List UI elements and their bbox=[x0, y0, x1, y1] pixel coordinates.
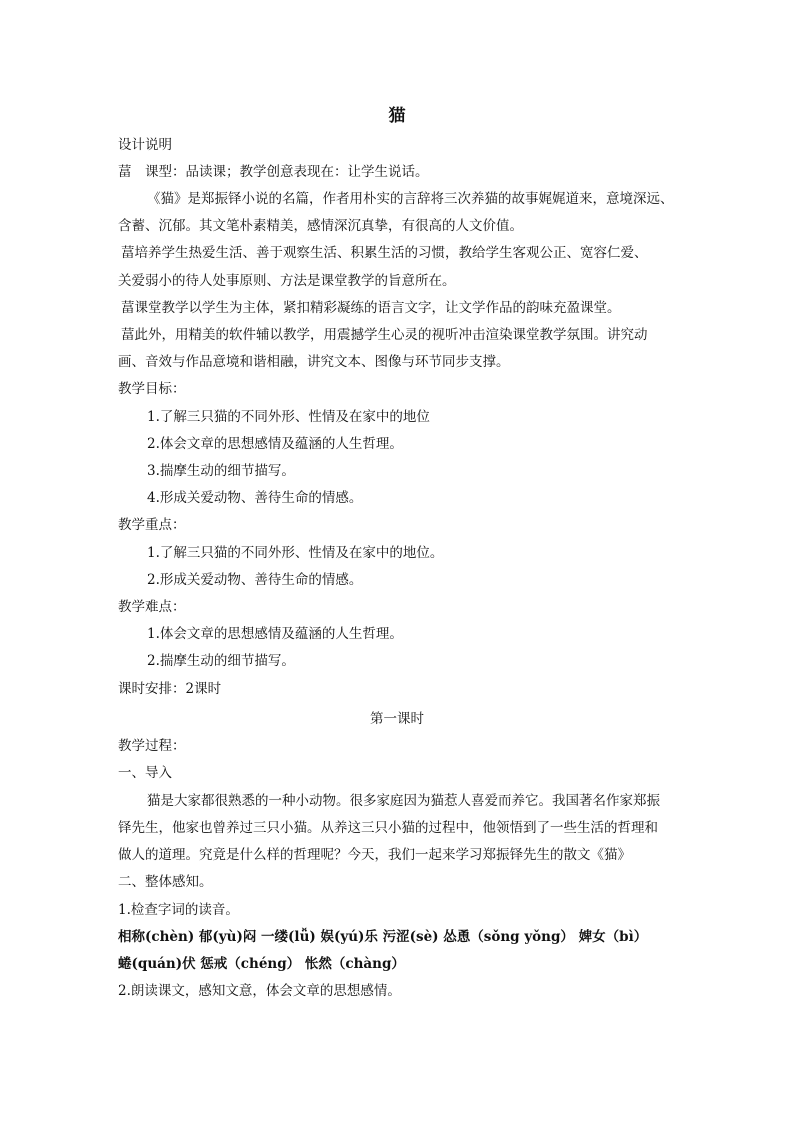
difficulty-item: 2.揣摩生动的细节描写。 bbox=[147, 653, 295, 669]
vocabulary-line-1: 相称(chèn) 郁(yù)闷 一缕(lǚ) 娱(yú)乐 污涩(sè) 怂恿（sǒng yǒng） 婢女（bì） bbox=[118, 929, 648, 945]
key-point-item: 1.了解三只猫的不同外形、性情及在家中的地位。 bbox=[147, 545, 444, 561]
goal-item: 2.体会文章的思想感情及蕴涵的人生哲理。 bbox=[147, 436, 403, 452]
intro-line-3: 做人的道理。究竟是什么样的哲理呢？今天，我们一起来学习郑振铎先生的散文《猫》 bbox=[118, 847, 631, 863]
intro-line-1: 猫是大家都很熟悉的一种小动物。很多家庭因为猫惹人喜爱而养它。我国著名作家郑振 bbox=[147, 793, 660, 809]
design-paragraph-1-line-2: 含蓄、沉郁。其文笔朴素精美，感情深沉真挚，有很高的人文价值。 bbox=[118, 218, 523, 234]
step-1: 1.检查字词的读音。 bbox=[118, 902, 239, 918]
goal-item: 4.形成关爱动物、善待生命的情感。 bbox=[147, 490, 363, 506]
difficulties-heading: 教学难点： bbox=[118, 599, 186, 615]
process-heading: 教学过程： bbox=[118, 738, 186, 754]
vocabulary-line-2: 蜷(quán)伏 惩戒（chéng） 怅然（chàng） bbox=[118, 956, 405, 972]
intro-line-2: 铎先生，他家也曾养过三只小猫。从养这三只小猫的过程中，他领悟到了一些生活的哲理和 bbox=[118, 820, 658, 836]
course-type-line: 葍 课型：品读课；教学创意表现在：让学生说话。 bbox=[118, 164, 429, 180]
design-paragraph-2-line-2: 关爱弱小的待人处事原则、方法是课堂教学的旨意所在。 bbox=[118, 273, 456, 289]
schedule-line: 课时安排：2课时 bbox=[118, 681, 222, 697]
goal-item: 3.揣摩生动的细节描写。 bbox=[147, 463, 295, 479]
design-paragraph-4-line-1: 葍此外，用精美的软件辅以教学，用震撼学生心灵的视听冲击渲染课堂教学氛围。讲究动 bbox=[121, 327, 648, 343]
design-heading: 设计说明 bbox=[118, 137, 172, 153]
design-paragraph-4-line-2: 画、音效与作品意境和谐相融，讲究文本、图像与环节同步支撑。 bbox=[118, 354, 510, 370]
section-heading-overview: 二、整体感知。 bbox=[118, 874, 213, 890]
design-paragraph-3-line-1: 葍课堂教学以学生为主体，紧扣精彩凝练的语言文字，让文学作品的韵味充盈课堂。 bbox=[121, 300, 621, 316]
key-point-item: 2.形成关爱动物、善待生命的情感。 bbox=[147, 572, 363, 588]
goals-heading: 教学目标： bbox=[118, 381, 186, 397]
section-heading-intro: 一、导入 bbox=[118, 765, 172, 781]
difficulty-item: 1.体会文章的思想感情及蕴涵的人生哲理。 bbox=[147, 626, 403, 642]
document-title: 猫 bbox=[388, 106, 406, 126]
design-paragraph-1-line-1: 《猫》是郑振铎小说的名篇，作者用朴实的言辞将三次养猫的故事娓娓道来，意境深远、 bbox=[147, 191, 674, 207]
goal-item: 1.了解三只猫的不同外形、性情及在家中的地位 bbox=[147, 409, 430, 425]
lesson-title: 第一课时 bbox=[370, 711, 424, 727]
step-2: 2.朗读课文，感知文意，体会文章的思想感情。 bbox=[118, 983, 401, 999]
design-paragraph-2-line-1: 葍培养学生热爱生活、善于观察生活、积累生活的习惯，教给学生客观公正、宽容仁爱、 bbox=[121, 245, 648, 261]
key-points-heading: 教学重点： bbox=[118, 517, 186, 533]
